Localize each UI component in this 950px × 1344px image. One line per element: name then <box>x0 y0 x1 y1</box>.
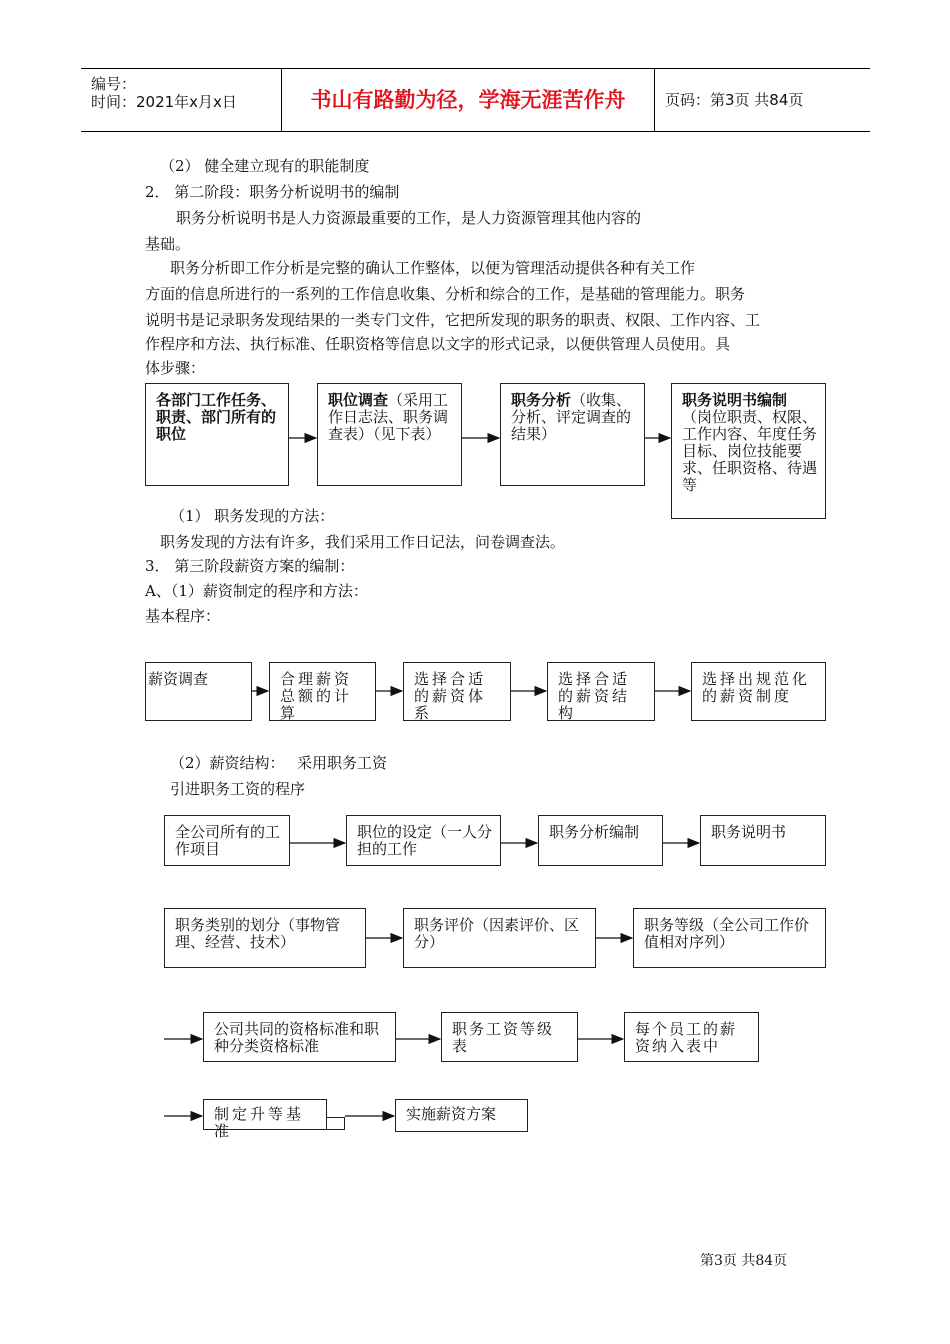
paragraph: （2）薪资结构： <box>170 754 285 772</box>
flow3-box: 职务说明书 <box>700 815 826 866</box>
box-body: （采用工作日志法、职务调查表）（见下表） <box>328 391 449 443</box>
paragraph: 体步骤： <box>145 359 206 377</box>
paragraph: 职务分析说明书是人力资源最重要的工作，是人力资源管理其他内容的 <box>176 209 642 227</box>
flow3-box: 职务工资等级表 <box>441 1012 578 1062</box>
paragraph: 引进职务工资的程序 <box>170 780 306 798</box>
box-body: （岗位职责、权限、工作内容、年度任务目标、岗位技能要求、任职资格、待遇等 <box>682 408 818 494</box>
section-heading: 2． 第二阶段：职务分析说明书的编制 <box>145 183 400 201</box>
flow3-box: 职务评价（因素评价、区分） <box>403 908 596 968</box>
flow3-box: 实施薪资方案 <box>395 1099 528 1132</box>
box-title: 职务分析 <box>511 391 572 409</box>
page-footer: 第3页 共84页 <box>700 1253 788 1269</box>
paragraph: 方面的信息所进行的一系列的工作信息收集、分析和综合的工作，是基础的管理能力。职务 <box>145 285 746 303</box>
paragraph: A、（1）薪资制定的程序和方法： <box>145 582 368 600</box>
paragraph: 职务发现的方法有许多，我们采用工作日记法，问卷调查法。 <box>160 533 566 551</box>
flow3-box: 每个员工的薪资纳入表中 <box>624 1012 759 1062</box>
paragraph: 基础。 <box>145 235 191 253</box>
section-heading: 3． 第三阶段薪资方案的编制： <box>145 557 355 575</box>
flow3-box: 职务类别的划分（事物管理、经营、技术） <box>164 908 366 968</box>
box-body: （收集、分析、评定调查的结果） <box>511 391 632 443</box>
paragraph: （1） 职务发现的方法： <box>170 507 335 525</box>
flow3-box: 全公司所有的工作项目 <box>164 815 290 866</box>
paragraph: （2） 健全建立现有的职能制度 <box>160 157 370 175</box>
flow3-box: 职务等级（全公司工作价值相对序列） <box>633 908 826 968</box>
flow3-box: 职务分析编制 <box>538 815 663 866</box>
paragraph: 说明书是记录职务发现结果的一类专门文件，它把所发现的职务的职责、权限、工作内容、工 <box>145 311 761 329</box>
paragraph: 采用职务工资 <box>297 754 388 772</box>
flow3-box: 职位的设定（一人分担的工作 <box>346 815 501 866</box>
paragraph: 作程序和方法、执行标准、任职资格等信息以文字的形式记录，以便供管理人员使用。具 <box>145 335 731 353</box>
flow2-box-3: 选择合适的薪资体系 <box>403 662 511 721</box>
flow3-box: 制定升等基准 <box>203 1099 327 1130</box>
motto: 书山有路勤为径，学海无涯苦作舟 <box>282 69 655 131</box>
page-number: 页码：第3页 共84页 <box>665 91 804 109</box>
flow2-box-2: 合理薪资总额的计算 <box>269 662 376 721</box>
box-title: 职务说明书编制 <box>682 391 788 409</box>
date-label: 时间：2021年x月x日 <box>91 93 237 111</box>
number-label: 编号： <box>91 75 137 93</box>
flow2-box-4: 选择合适的薪资结构 <box>547 662 655 721</box>
box-title: 职位调查 <box>328 391 389 409</box>
flow2-box-1: 薪资调查 <box>145 662 252 721</box>
flow3-box: 公司共同的资格标准和职种分类资格标准 <box>203 1012 396 1062</box>
paragraph: 职务分析即工作分析是完整的确认工作整体，以便为管理活动提供各种有关工作 <box>170 259 696 277</box>
flow2-box-5: 选择出规范化的薪资制度 <box>691 662 826 721</box>
flow1-box-positions: 各部门工作任务、职责、部门所有的职位 <box>145 383 289 486</box>
paragraph: 基本程序： <box>145 607 221 625</box>
